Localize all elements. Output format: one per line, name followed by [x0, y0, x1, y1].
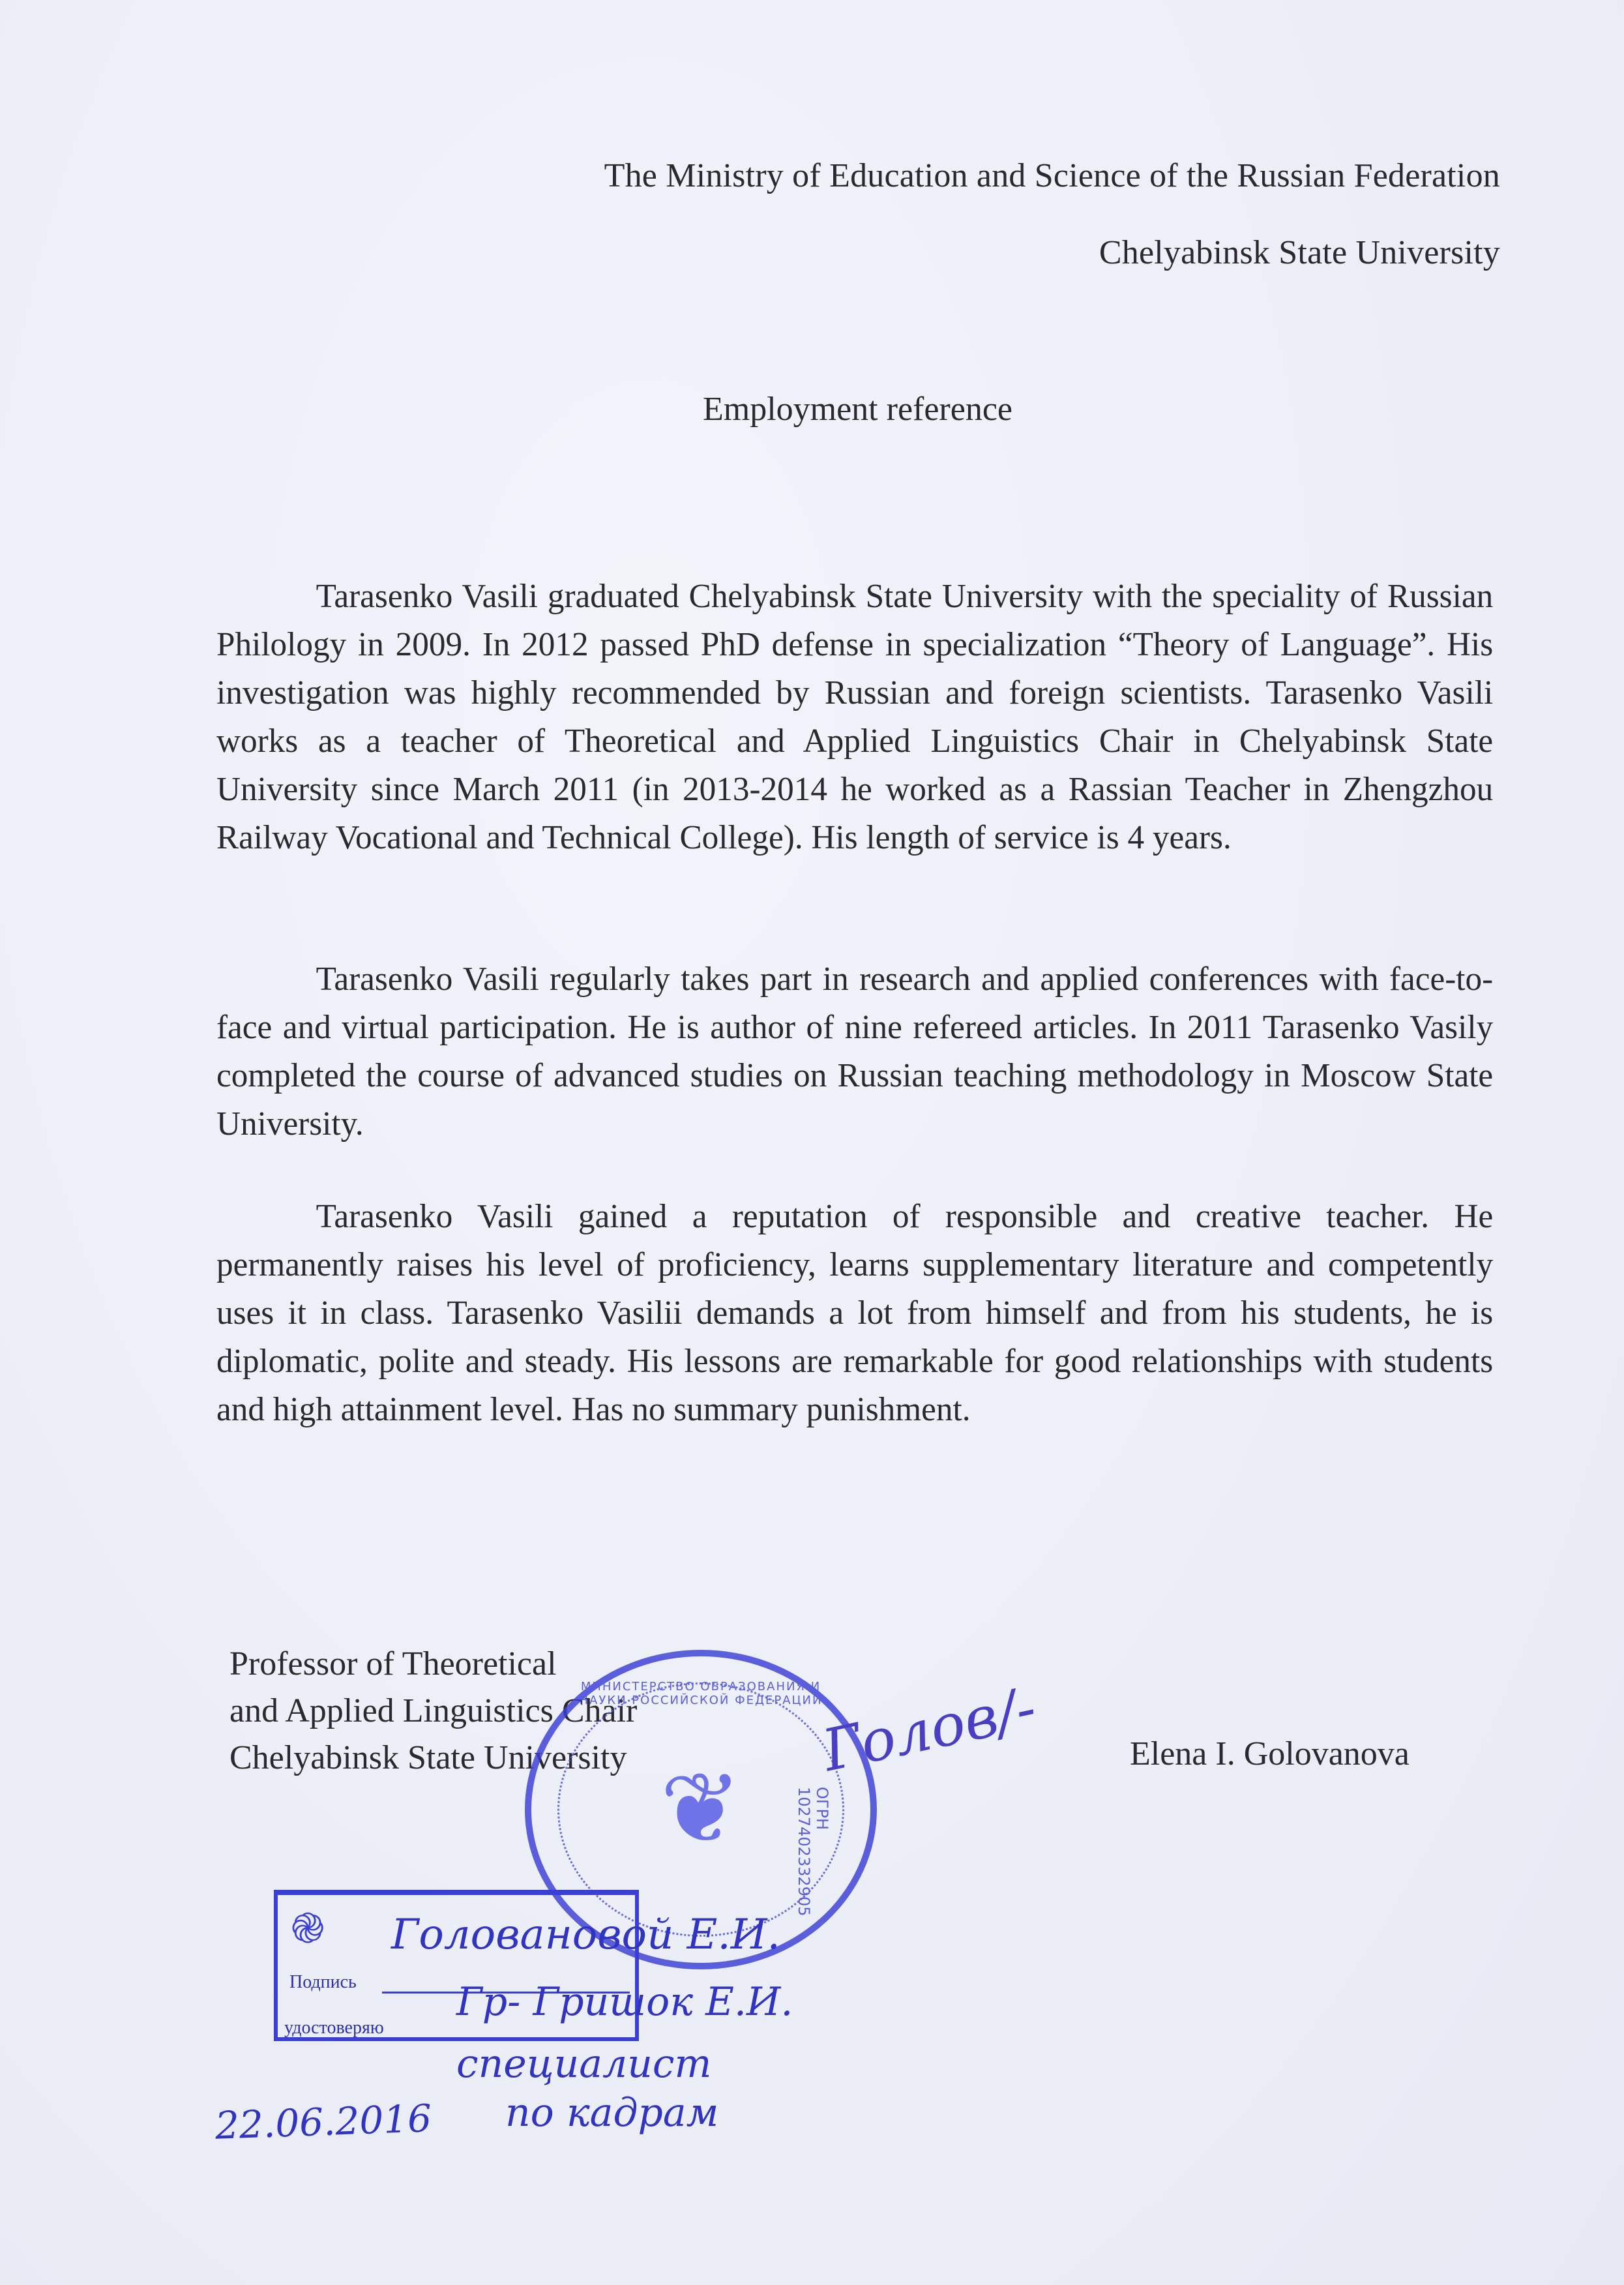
stamp-certify-label: удостоверяю	[284, 2018, 384, 2038]
position-line: and Applied Linguistics Chair	[229, 1692, 638, 1729]
handwritten-signature: Голов/-	[816, 1673, 1042, 1785]
university-header: Chelyabinsk State University	[1099, 234, 1500, 271]
position-line: Chelyabinsk State University	[229, 1739, 627, 1776]
position-line: Professor of Theoretical	[229, 1645, 557, 1682]
stamp-signature-label: Подпись	[289, 1972, 357, 1992]
handwritten-certifier: Гр- Гришок Е.И.	[456, 1979, 793, 2025]
paragraph-education: Tarasenko Vasili graduated Chelyabinsk State University with the speciality of Russian Philology in 2009. In 2012 passed PhD defense in specialization “Theory of Language”. His investigation was highly recommended by Russian and foreign scientists. Tarasenko Vasili works as a teacher of Theoretical and Applied Linguistics Chair in Chelyabinsk State University since March 2011 (in 2013-2014 he worked as a Rassian Teacher in Zhengzhou Railway Vocational and Technical College). His length of service is 4 years.	[216, 578, 1494, 856]
paragraph-reputation: Tarasenko Vasili gained a reputation of responsible and creative teacher. He permanently raises his level of proficiency, learns supplementary literature and competently uses it in class. Tarasenko Vasilii demands a lot from himself and from his students, he is diplomatic, polite and steady. His lessons are remarkable for good relationships with students and high attainment level. Has no summary punishment.	[216, 1198, 1494, 1428]
eagle-emblem-icon: ❦	[660, 1755, 742, 1864]
seal-text: МИНИСТЕРСТВО ОБРАЗОВАНИЯ И НАУКИ РОССИЙСКОЙ ФЕДЕРАЦИИ	[579, 1680, 823, 1707]
document-title: Employment reference	[703, 391, 1012, 428]
handwritten-date: 22.06.2016	[214, 2096, 433, 2148]
signer-name: Elena I. Golovanova	[1130, 1735, 1410, 1772]
university-logo-icon: ֎	[291, 1905, 325, 1952]
ministry-header: The Ministry of Education and Science of the Russian Federation	[604, 157, 1500, 194]
handwritten-role-line1: специалист	[456, 2041, 712, 2087]
handwritten-signatory-name: Головановой Е.И.	[391, 1911, 780, 1959]
seal-ogrn: ОГРН 1027402332905	[795, 1787, 831, 1917]
handwritten-role-line2: по кадрам	[505, 2090, 719, 2136]
paragraph-research: Tarasenko Vasili regularly takes part in research and applied conferences with face-to-face and virtual participation. He is author of nine refereed articles. In 2011 Tarasenko Vasily completed the course of advanced studies on Russian teaching methodology in Moscow State University.	[216, 961, 1494, 1142]
stamp-certify-line	[415, 2037, 636, 2039]
